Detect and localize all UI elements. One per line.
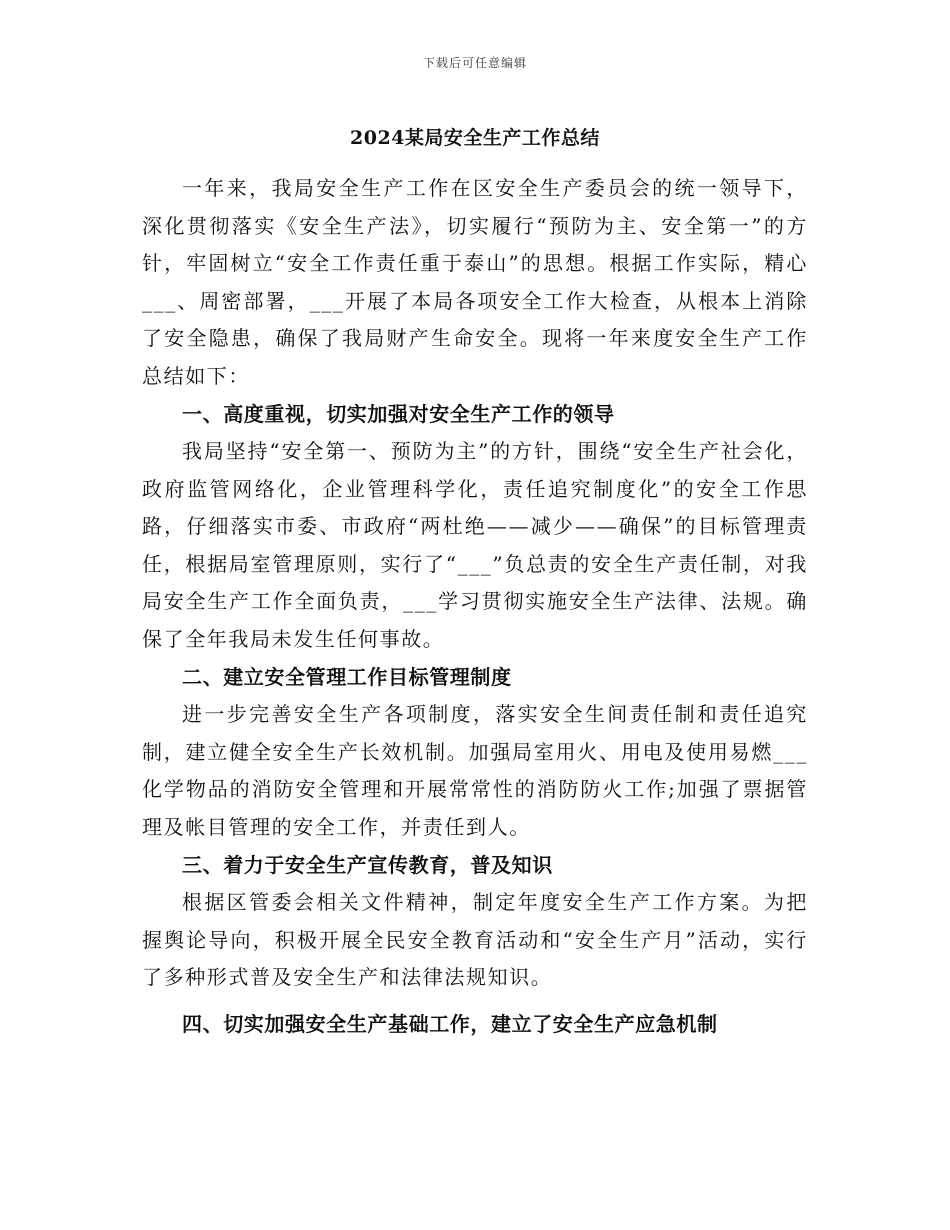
section-3-body: 根据区管委会相关文件精神，制定年度安全生产工作方案。为把握舆论导向，积极开展全民安全教育活动和“安全生产月”活动，实行了多种形式普及安全生产和法律法规知识。 bbox=[142, 890, 808, 989]
section-2-body: 进一步完善安全生产各项制度，落实安全生间责任制和责任追究制，建立健全安全生产长效机制。加强局室用火、用电及使用易燃___化学物品的消防安全管理和开展常常性的消防防火工作;加强了票据管理及帐目管理的安全工作，并责任到人。 bbox=[142, 702, 808, 839]
section-3-heading: 三、着力于安全生产宣传教育，普及知识 bbox=[182, 853, 553, 877]
section-2-heading: 二、建立安全管理工作目标管理制度 bbox=[182, 665, 512, 689]
section-1-heading: 一、高度重视，切实加强对安全生产工作的领导 bbox=[182, 402, 615, 426]
intro-paragraph: 一年来，我局安全生产工作在区安全生产委员会的统一领导下，深化贯彻落实《安全生产法》，切实履行“预防为主、安全第一”的方针，牢固树立“安全工作责任重于泰山”的思想。根据工作实际，精心___、周密部署，___开展了本局各项安全工作大检查，从根本上消除了安全隐患，确保了我局财产生命安全。现将一年来度安全生产工作总结如下： bbox=[142, 176, 808, 388]
section-4-heading: 四、切实加强安全生产基础工作，建立了安全生产应急机制 bbox=[182, 1011, 718, 1036]
document-title: 2024某局安全生产工作总结 bbox=[350, 127, 600, 149]
header-note: 下载后可任意编辑 bbox=[422, 56, 527, 70]
document-body bbox=[142, 120, 808, 1043]
section-1-body: 我局坚持“安全第一、预防为主”的方针，围绕“安全生产社会化，政府监管网络化，企业管理科学化，责任追究制度化”的安全工作思路，仔细落实市委、市政府“两杜绝——减少——确保”的目标管理责任，根据局室管理原则，实行了“___”负总责的安全生产责任制，对我局安全生产工作全面负责，___学习贯彻实施安全生产法律、法规。确保了全年我局未发生任何事故。 bbox=[142, 439, 808, 651]
